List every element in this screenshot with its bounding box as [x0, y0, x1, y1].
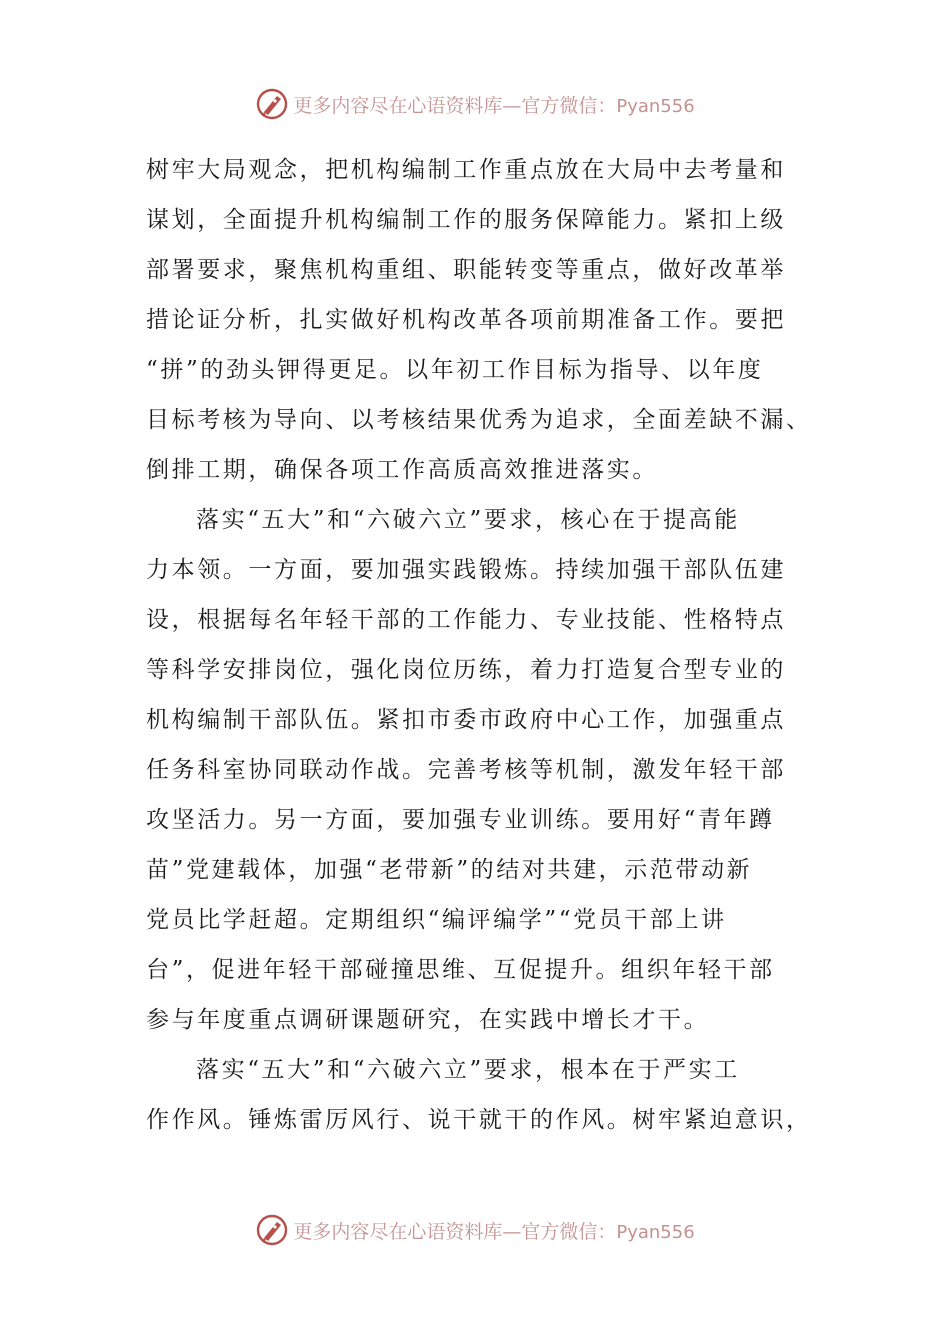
watermark-handle: Pyan556 [616, 95, 695, 117]
pen-nib-seal-icon [255, 1213, 289, 1247]
text-line: “拼”的劲头钾得更足。以年初工作目标为指导、以年度 [146, 357, 764, 383]
text-line: 部署要求，聚焦机构重组、职能转变等重点，做好改革举 [146, 257, 786, 283]
text-line: 党员比学赶超。定期组织“编评编学”“党员干部上讲 [146, 907, 727, 933]
text-line: 谋划，全面提升机构编制工作的服务保障能力。紧扣上级 [146, 207, 786, 233]
document-body [146, 145, 812, 1145]
text-line: 作作风。锤炼雷厉风行、说干就干的作风。树牢紧迫意识， [146, 1107, 812, 1133]
text-line: 苗”党建载体，加强“老带新”的结对共建，示范带动新 [146, 857, 753, 883]
text-line: 目标考核为导向、以考核结果优秀为追求，全面差缺不漏、 [146, 407, 812, 433]
text-line: 倒排工期，确保各项工作高质高效推进落实。 [146, 457, 658, 483]
text-line: 等科学安排岗位，强化岗位历练，着力打造复合型专业的 [146, 657, 786, 683]
watermark-handle: Pyan556 [616, 1221, 695, 1243]
text-line: 措论证分析，扎实做好机构改革各项前期准备工作。要把 [146, 307, 786, 333]
header-watermark [0, 84, 950, 124]
text-line: 落实“五大”和“六破六立”要求，核心在于提高能 [196, 507, 740, 533]
pen-nib-seal-icon [255, 87, 289, 121]
text-line: 台”，促进年轻干部碰撞思维、互促提升。组织年轻干部 [146, 957, 775, 983]
text-line: 力本领。一方面，要加强实践锻炼。持续加强干部队伍建 [146, 557, 786, 583]
text-line: 设，根据每名年轻干部的工作能力、专业技能、性格特点 [146, 607, 786, 633]
watermark-text: 更多内容尽在心语资料库—官方微信：Pyan556 [293, 1220, 695, 1243]
text-line: 任务科室协同联动作战。完善考核等机制，激发年轻干部 [146, 757, 786, 783]
footer-watermark [0, 1210, 950, 1250]
text-line: 树牢大局观念，把机构编制工作重点放在大局中去考量和 [146, 157, 786, 183]
watermark-text: 更多内容尽在心语资料库—官方微信：Pyan556 [293, 94, 695, 117]
text-line: 机构编制干部队伍。紧扣市委市政府中心工作，加强重点 [146, 707, 786, 733]
text-line: 参与年度重点调研课题研究，在实践中增长才干。 [146, 1007, 710, 1033]
text-line: 攻坚活力。另一方面，要加强专业训练。要用好“青年蹲 [146, 807, 775, 833]
text-line: 落实“五大”和“六破六立”要求，根本在于严实工 [196, 1057, 740, 1083]
